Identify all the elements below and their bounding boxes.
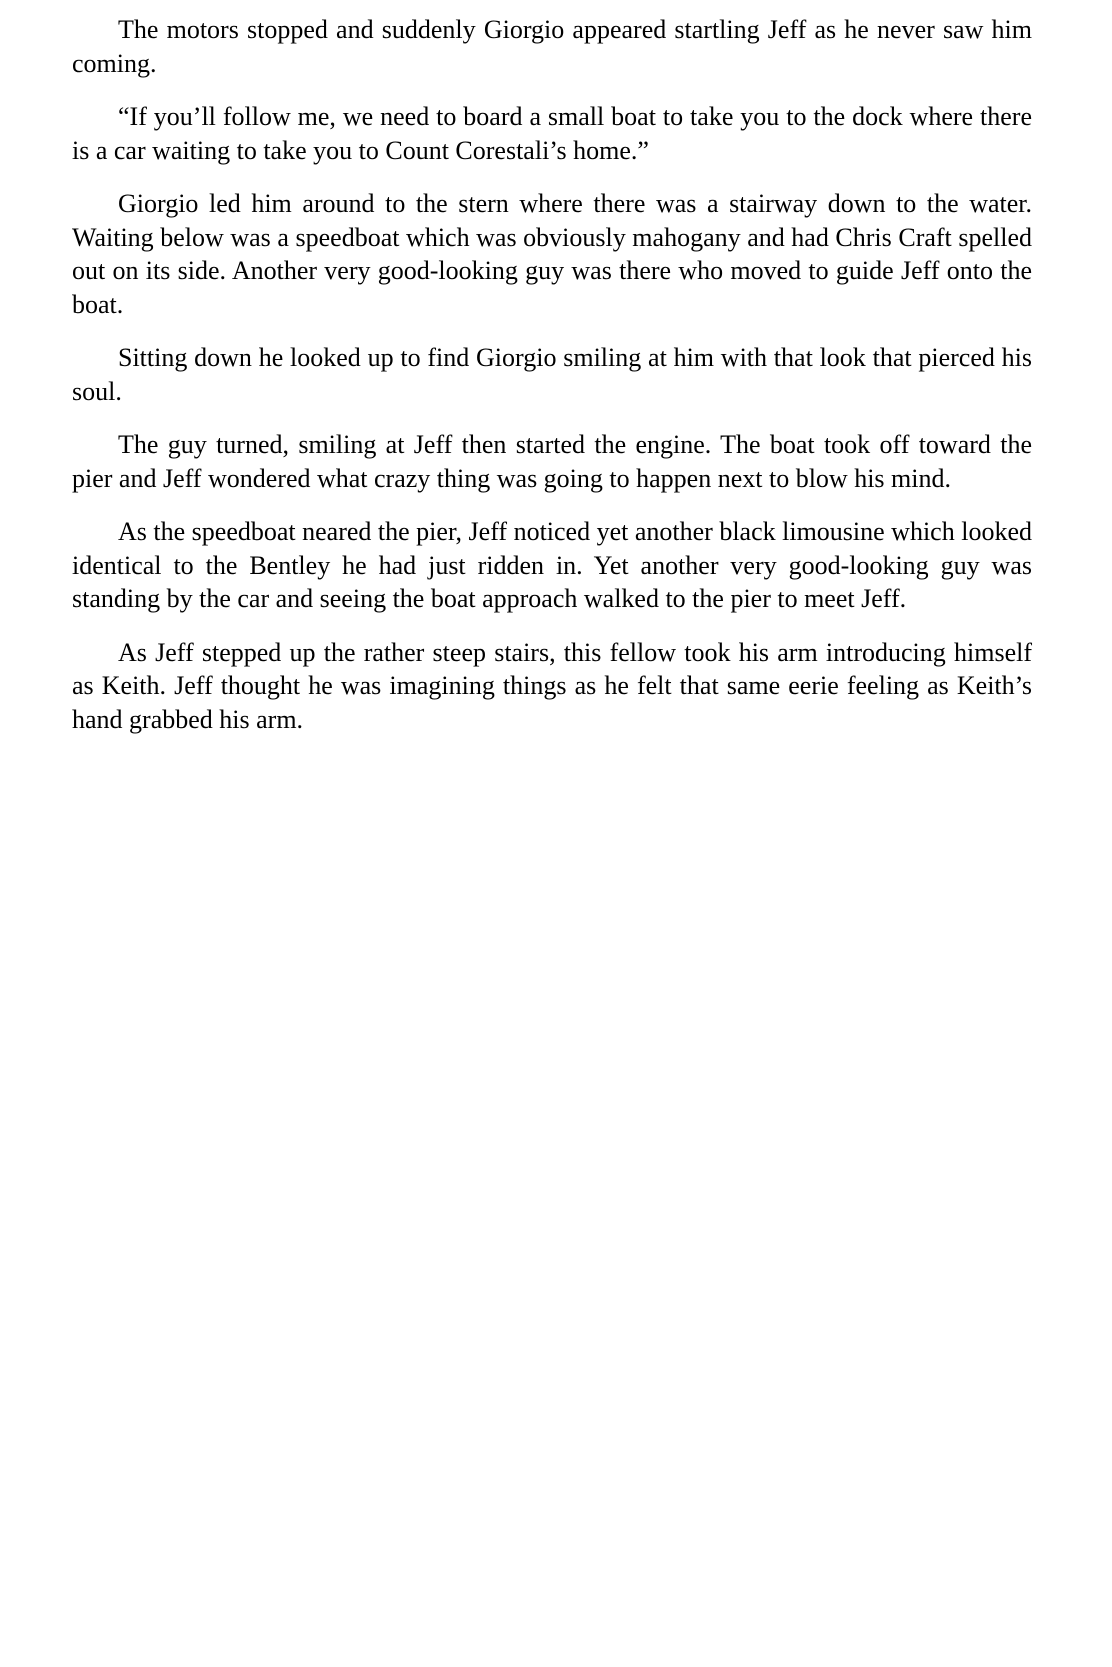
page-text-block xyxy=(72,13,1032,756)
paragraph: As Jeff stepped up the rather steep stairs, this fellow took his arm introducing himself as Keith. Jeff thought he was imagining things as he felt that same eerie feeling as Keith’s hand grabbed his arm. xyxy=(72,637,1032,734)
paragraph: “If you’ll follow me, we need to board a small boat to take you to the dock where there is a car waiting to take you to Count Corestali’s home.” xyxy=(72,102,1032,165)
paragraph: As the speedboat neared the pier, Jeff noticed yet another black limousine which looked identical to the Bentley he had just ridden in. Yet another very good-looking guy was standing by the car and seeing the boat approach walked to the pier to meet Jeff. xyxy=(72,517,1032,613)
paragraph: Sitting down he looked up to find Giorgio smiling at him with that look that pierced his soul. xyxy=(72,343,1032,406)
paragraph: Giorgio led him around to the stern where there was a stairway down to the water. Waiting below was a speedboat which was obviously mahogany and had Chris Craft spelled out on its side. Another very good-looking guy was there who moved to guide Jeff onto the boat. xyxy=(72,189,1032,319)
paragraph: The guy turned, smiling at Jeff then started the engine. The boat took off toward the pier and Jeff wondered what crazy thing was going to happen next to blow his mind. xyxy=(72,430,1032,493)
paragraph: The motors stopped and suddenly Giorgio appeared startling Jeff as he never saw him coming. xyxy=(72,15,1032,78)
